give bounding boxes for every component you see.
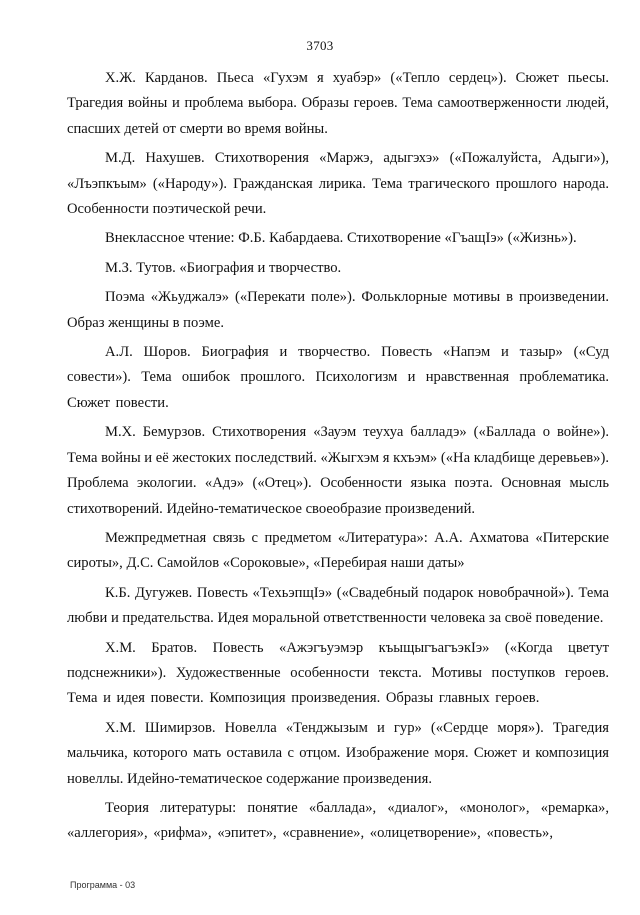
- paragraph-literary-theory: Теория литературы: понятие «баллада», «диалог», «монолог», «ремарка», «аллегория», «рифма», «эпитет», «сравнение», «олицетворение», «повесть»,: [67, 799, 609, 842]
- paragraph-kardanov: Х.Ж. Карданов. Пьеса «Гухэм я хуабэр» («Тепло сердец»). Сюжет пьесы. Трагедия войны и проблема выбора. Образы героев. Тема самоотверженности людей, спасших детей от смерти во время войны.: [67, 70, 609, 137]
- paragraph-nakhushev: М.Д. Нахушев. Стихотворения «Маржэ, адыгэхэ» («Пожалуйста, Адыги»), «Лъэпкъым» («Народу»). Гражданская лирика. Тема трагического прошлого народа. Особенности поэтической речи.: [67, 150, 609, 218]
- paragraph-shimirzov: Х.М. Шимирзов. Новелла «Тенджызым и гур» («Сердце моря»). Трагедия мальчика, которого мать оставила с отцом. Изображение моря. Сюжет и композиция новеллы. Идейно-тематическое содержание произведения.: [67, 719, 609, 787]
- paragraph-duguzhev: К.Б. Дугужев. Повесть «ТехьэпщІэ» («Свадебный подарок новобрачной»). Тема любви и предательства. Идея моральной ответственности человека за своё поведение.: [67, 584, 609, 627]
- page-footer: Программа - 03: [70, 880, 136, 890]
- page-body: [67, 66, 609, 851]
- paragraph-shorov: А.Л. Шоров. Биография и творчество. Повесть «Напэм и тазыр» («Суд совести»). Тема ошибок прошлого. Психологизм и нравственная проблематика. Сюжет повести.: [67, 344, 609, 411]
- paragraph-bemurzov: М.Х. Бемурзов. Стихотворения «Зауэм теухуа балладэ» («Баллада о войне»). Тема войны и её жестоких последствий. «Жыгхэм я кхъэм» («На кладбище деревьев»). Проблема экологии. «Адэ» («Отец»). Особенности языка поэта. Основная мысль стихотворений. Идейно-тематическое своеобразие произведений.: [67, 424, 609, 517]
- paragraph-bratov: Х.М. Братов. Повесть «Ажэгъуэмэр къыщыгъагъэкІэ» («Когда цветут подснежники»). Художественные особенности текста. Мотивы поступков героев. Тема и идея повести. Композиция произведения. Образы главных героев.: [67, 639, 609, 707]
- page-number: 3703: [306, 38, 334, 53]
- paragraph-tutov: М.З. Тутов. «Биография и творчество.: [105, 259, 342, 276]
- paragraph-interdisciplinary-link: Межпредметная связь с предметом «Литература»: А.А. Ахматова «Питерские сироты», Д.С. Самойлов «Сороковые», «Перебирая наши даты»: [67, 529, 609, 572]
- paragraph-extracurricular-reading: Внеклассное чтение: Ф.Б. Кабардаева. Стихотворение «ГъащІэ» («Жизнь»).: [105, 230, 577, 247]
- paragraph-tutov-poem: Поэма «Жьуджалэ» («Перекати поле»). Фольклорные мотивы в произведении. Образ женщины в поэме.: [67, 289, 609, 331]
